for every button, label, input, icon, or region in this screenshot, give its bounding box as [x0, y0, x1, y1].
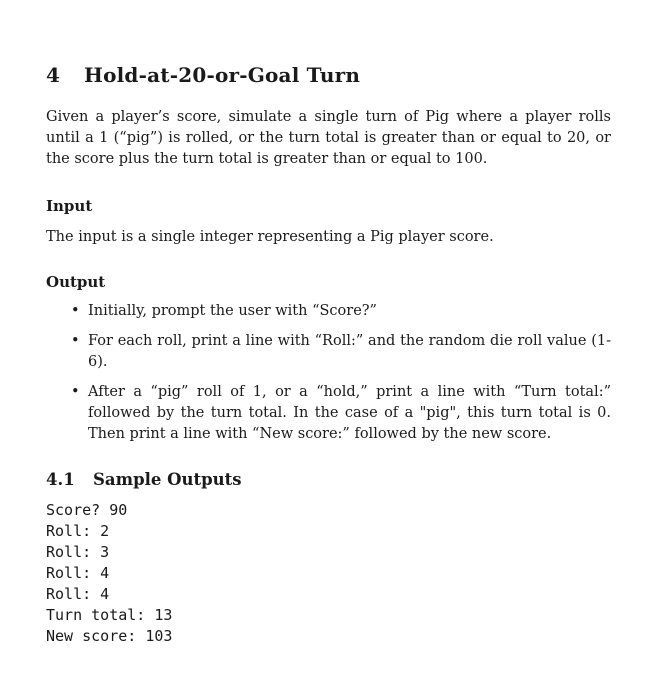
sample-output-line: Roll: 2	[46, 522, 110, 540]
sample-output-line: Roll: 3	[46, 543, 110, 561]
input-heading: Input	[46, 197, 93, 215]
sample-output-line: Turn total: 13	[46, 606, 173, 624]
bullet-text: After a “pig” roll of 1, or a “hold,” print a line with “Turn total:” followed by the turn total. In the case of a "pig", this turn total is 0. Then print a line with “New score:” followed by the new score.	[88, 384, 611, 442]
sample-output-line: Roll: 4	[46, 564, 110, 582]
sample-output-line: Score? 90	[46, 501, 128, 519]
bullet-text: Initially, prompt the user with “Score?”	[88, 303, 377, 319]
bullet-icon: •	[71, 303, 80, 319]
sample-output-line: New score: 103	[46, 627, 173, 645]
section-title-text: Hold-at-20-or-Goal Turn	[84, 63, 361, 87]
subsection-title	[46, 469, 611, 491]
input-description: The input is a single integer representing a Pig player score.	[46, 229, 494, 245]
section-number: 4	[46, 63, 61, 87]
section-title	[46, 62, 611, 88]
bullet-icon: •	[71, 384, 80, 400]
output-heading: Output	[46, 273, 106, 291]
sample-output-line: Roll: 4	[46, 585, 110, 603]
bullet-icon: •	[71, 333, 80, 349]
output-bullet-list	[46, 301, 611, 445]
subsection-title-text: Sample Outputs	[93, 470, 242, 489]
sample-output-block	[46, 500, 611, 647]
intro-paragraph: Given a player’s score, simulate a single turn of Pig where a player rolls until a 1 (“pig”) is rolled, or the turn total is greater than or equal to 20, or the score plus the turn total is greater than or equal to 100.	[46, 109, 611, 167]
bullet-text: For each roll, print a line with “Roll:” and the random die roll value (1-6).	[88, 333, 611, 370]
output-bullet-item	[46, 382, 611, 445]
output-bullet-item	[46, 331, 611, 373]
output-bullet-item	[46, 301, 611, 322]
document-page	[46, 62, 611, 647]
subsection-number: 4.1	[46, 470, 75, 489]
